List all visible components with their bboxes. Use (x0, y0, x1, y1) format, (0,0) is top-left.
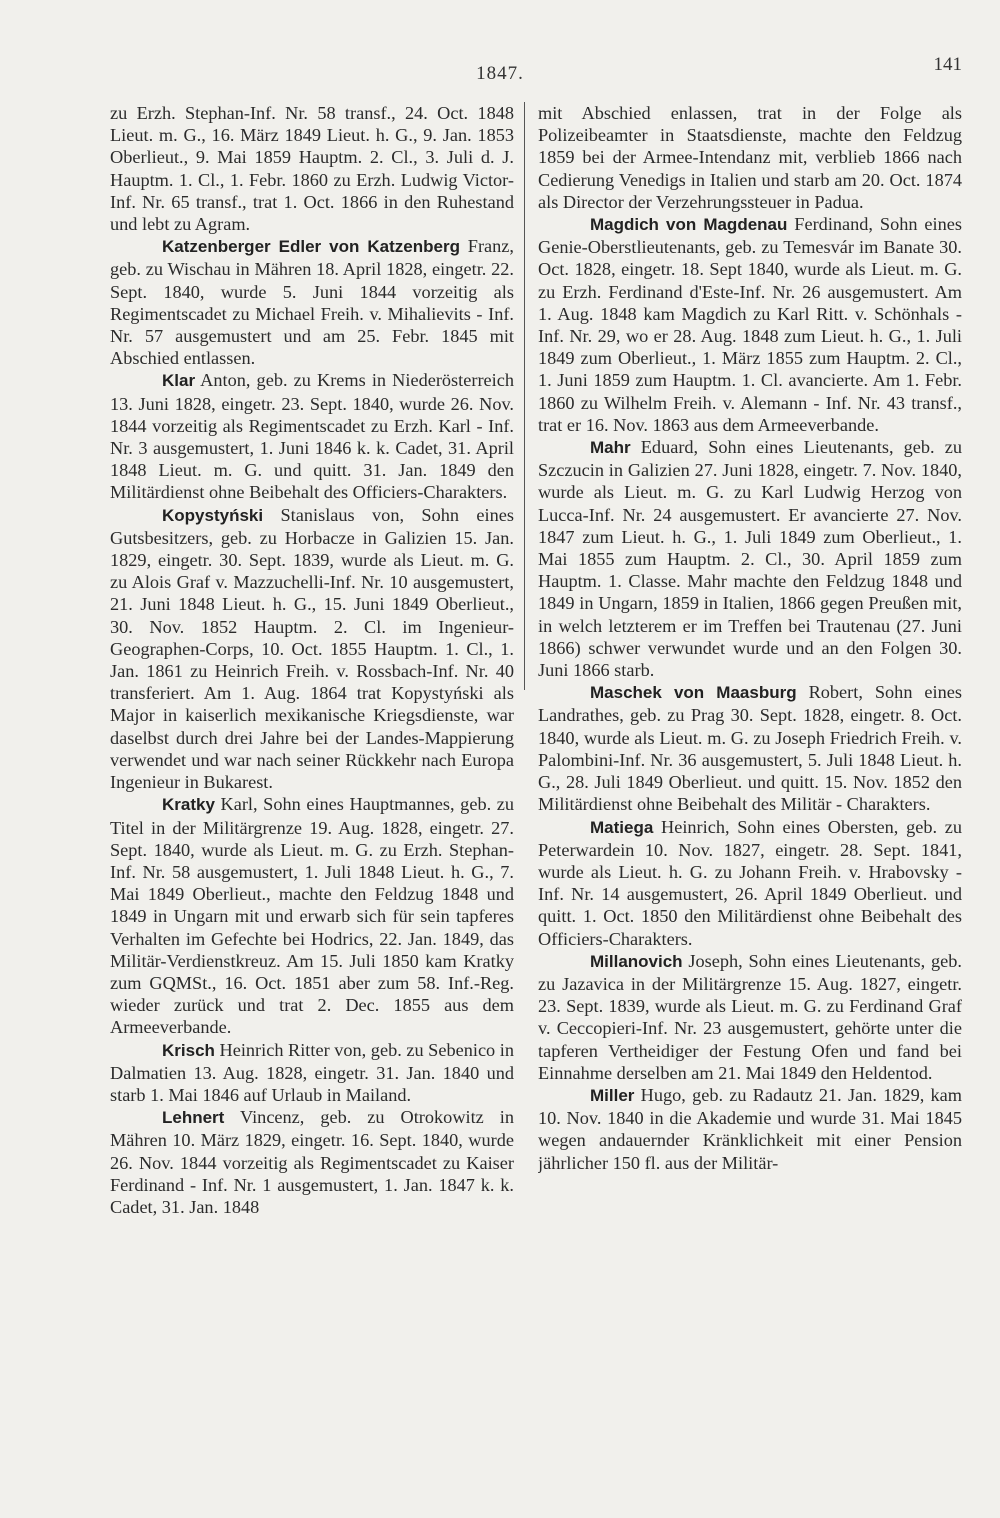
entry-name: Millanovich (590, 951, 683, 971)
running-header-year: 1847. (476, 63, 524, 84)
entry-text: Karl, Sohn eines Hauptmannes, geb. zu Titel in der Militärgrenze 19. Aug. 1828, eingetr. 27. Sept. 1840, wurde als Lieut. m. G. zu Erzh. Stephan-Inf. Nr. 58 ausgemustert, 1. Juli 1848 Lieut. h. G., 7. Mai 1849 Oberlieut., machte den Feldzug 1848 und 1849 in Ungarn mit und erwarb sich für sein tapferes Verhalten im Gefechte bei Hodrics, 22. Jan. 1849, das Militär-Verdienstkreuz. Am 15. Juli 1850 kam Kratky zum GQMSt., 16. Oct. 1851 aber zum 58. Inf.-Reg. wieder zurück und trat 2. Dec. 1855 aus dem Armeeverbande. (110, 794, 514, 1038)
entry-klar (110, 369, 514, 503)
entry-text: Joseph, Sohn eines Lieutenants, geb. zu Jazavica in der Militärgrenze 15. Aug. 1827, eingetr. 23. Sept. 1839, wurde als Lieut. m. G. zu Ferdinand Graf v. Ceccopieri-Inf. Nr. 23 ausgemustert, gehörte unter die tapferen Vertheidiger der Festung Ofen und fand bei Einnahme derselben am 21. Mai 1849 den Heldentod. (538, 950, 962, 1083)
entry-millanovich (538, 950, 962, 1084)
entry-continuation (538, 102, 962, 213)
entry-kopystynski (110, 504, 514, 794)
entry-matiega (538, 816, 962, 950)
entry-magdich (538, 213, 962, 436)
entry-text: Ferdinand, Sohn eines Genie-Oberstlieutenants, geb. zu Temesvár im Banate 30. Oct. 1828, eingetr. 18. Sept 1840, wurde als Lieut. m. G. zu Erzh. Ferdinand d'Este-Inf. Nr. 26 ausgemustert. Am 1. Aug. 1848 kam Magdich zu Karl Ritt. v. Schönhals - Inf. Nr. 29, wo er 28. Aug. 1848 zum Lieut. h. G., 1. Juli 1849 zum Oberlieut., 1. März 1855 zum Hauptm. 2. Cl., 1. Juni 1859 zum Hauptm. 1. Cl. avancierte. Am 1. Febr. 1860 zu Wilhelm Freih. v. Alemann - Inf. Nr. 43 transf., trat er 16. Nov. 1863 aus dem Armeeverbande. (538, 214, 962, 435)
entry-text: Robert, Sohn eines Landrathes, geb. zu Prag 30. Sept. 1828, eingetr. 8. Oct. 1840, wurde als Lieut. m. G. zu Joseph Friedrich Freih. v. Palombini-Inf. Nr. 36 ausgemustert, 5. Juli 1848 Lieut. h. G., 28. Juli 1849 Oberlieut. und quitt. 15. Nov. 1852 den Militärdienst ohne Beibehalt des Militär - Charakters. (538, 682, 962, 815)
entry-name: Maschek von Maasburg (590, 683, 797, 703)
entry-text: Hugo, geb. zu Radautz 21. Jan. 1829, kam 10. Nov. 1840 in die Akademie und wurde 31. Mai 1845 wegen andauernder Kränklichkeit mit einer Pension jährlicher 150 fl. aus der Militär- (538, 1084, 962, 1173)
entry-name: Lehnert (162, 1108, 225, 1128)
entry-text: Heinrich Ritter von, geb. zu Sebenico in Dalmatien 13. Aug. 1828, eingetr. 31. Jan. 1840 und starb 1. Mai 1846 auf Urlaub in Mailand. (110, 1039, 514, 1105)
entry-name: Krisch (162, 1040, 215, 1060)
entry-name: Mahr (590, 438, 631, 458)
entry-text: zu Erzh. Stephan-Inf. Nr. 58 transf., 24. Oct. 1848 Lieut. m. G., 16. März 1849 Lieut. h. G., 9. Jan. 1853 Oberlieut., 9. Mai 1859 Hauptm. 2. Cl., 3. Juli d. J. Hauptm. 1. Cl., 1. Febr. 1860 zu Erzh. Ludwig Victor-Inf. Nr. 65 transf., trat 1. Oct. 1866 in den Ruhestand und lebt zu Agram. (110, 103, 514, 235)
entry-text: Vincenz, geb. zu Otrokowitz in Mähren 10. März 1829, eingetr. 16. Sept. 1840, wurde 26. Nov. 1844 vorzeitig als Regimentscadet zu Kaiser Ferdinand - Inf. Nr. 1 ausgemustert, 1. Jan. 1847 k. k. Cadet, 31. Jan. 1848 (110, 1107, 514, 1217)
entry-name: Matiega (590, 817, 654, 837)
entry-text: Stanislaus von, Sohn eines Gutsbesitzers, geb. zu Horbacze in Galizien 15. Jan. 1829, eingetr. 30. Sept. 1839, wurde als Lieut. m. G. zu Alois Graf v. Mazzuchelli-Inf. Nr. 10 ausgemustert, 21. Juni 1848 Lieut. h. G., 15. Juni 1849 Oberlieut., 30. Nov. 1852 Hauptm. 2. Cl. im Ingenieur-Geographen-Corps, 10. Oct. 1855 Hauptm. 1. Cl., 1. Jan. 1861 zu Heinrich Freih. v. Rossbach-Inf. Nr. 40 transferiert. Am 1. Aug. 1864 trat Kopystyński als Major in kaiserlich mexikanische Kriegsdienste, war daselbst durch drei Jahre bei der Landes-Mappierung verwendet und war nach seiner Rückkehr nach Europa Ingenieur in Bukarest. (110, 504, 514, 793)
entry-text: Anton, geb. zu Krems in Niederösterreich 13. Juni 1828, eingetr. 23. Sept. 1840, wurde 26. Nov. 1844 vorzeitig als Regimentscadet zu Erzh. Karl - Inf. Nr. 3 ausgemustert, 1. Juni 1846 k. k. Cadet, 31. April 1848 Lieut. m. G. und quitt. 31. Jan. 1849 den Militärdienst ohne Beibehalt des Officiers-Charakters. (110, 370, 514, 503)
page-number: 141 (933, 54, 962, 75)
entry-maschek (538, 681, 962, 815)
entry-katzenberger (110, 235, 514, 369)
entry-text: Franz, geb. zu Wischau in Mähren 18. April 1828, eingetr. 22. Sept. 1840, wurde 5. Juni 1844 vorzeitig als Regimentscadet zu Michael Freih. v. Mihalievits - Inf. Nr. 57 ausgemustert und am 25. Febr. 1845 mit Abschied entlassen. (110, 236, 514, 369)
entry-text: Eduard, Sohn eines Lieutenants, geb. zu Szczucin in Galizien 27. Juni 1828, eingetr. 7. Nov. 1840, wurde als Lieut. m. G. zu Karl Ludwig Herzog von Lucca-Inf. Nr. 24 ausgemustert. Er avancierte 27. Nov. 1847 zum Lieut. h. G., 1. Juli 1849 zum Oberlieut., 1. Mai 1855 zum Hauptm. 2. Cl., 30. April 1859 zum Hauptm. 1. Classe. Mahr machte den Feldzug 1848 und 1849 in Ungarn, 1859 in Italien, 1866 gegen Preußen mit, in welch letzterem er im Treffen bei Trautenau (27. Juni 1866) schwer verwundet wurde und an den Folgen 30. Juni 1866 starb. (538, 437, 962, 681)
entry-name: Kratky (162, 795, 215, 815)
entry-miller (538, 1084, 962, 1174)
column-divider (524, 102, 525, 690)
entry-text: mit Abschied enlassen, trat in der Folge als Polizeibeamter in Staatsdienste, machte den Feldzug 1859 bei der Armee-Intendanz mit, verblieb 1866 nach Cedierung Venedigs in Italien und starb am 20. Oct. 1874 als Director der Verzehrungssteuer in Padua. (538, 103, 962, 212)
entry-lehnert (110, 1106, 514, 1218)
entry-name: Klar (162, 371, 196, 391)
entry-text: Heinrich, Sohn eines Obersten, geb. zu Peterwardein 10. Nov. 1827, eingetr. 28. Sept. 1841, wurde als Lieut. h. G. zu Johann Freih. v. Hrabovsky - Inf. Nr. 14 ausgemustert, 26. April 1849 Oberlieut. und quitt. 1. Oct. 1850 den Militärdienst ohne Beibehalt des Officiers-Charakters. (538, 816, 962, 949)
entry-name: Katzenberger Edler von Katzenberg (162, 237, 460, 257)
entry-krisch (110, 1039, 514, 1107)
entry-name: Magdich von Magdenau (590, 215, 788, 235)
entry-name: Kopystyński (162, 505, 264, 525)
entry-continuation (110, 102, 514, 235)
left-column (110, 102, 514, 1497)
entry-name: Miller (590, 1085, 635, 1105)
entry-mahr (538, 436, 962, 681)
right-column (538, 102, 962, 1497)
entry-kratky (110, 793, 514, 1038)
